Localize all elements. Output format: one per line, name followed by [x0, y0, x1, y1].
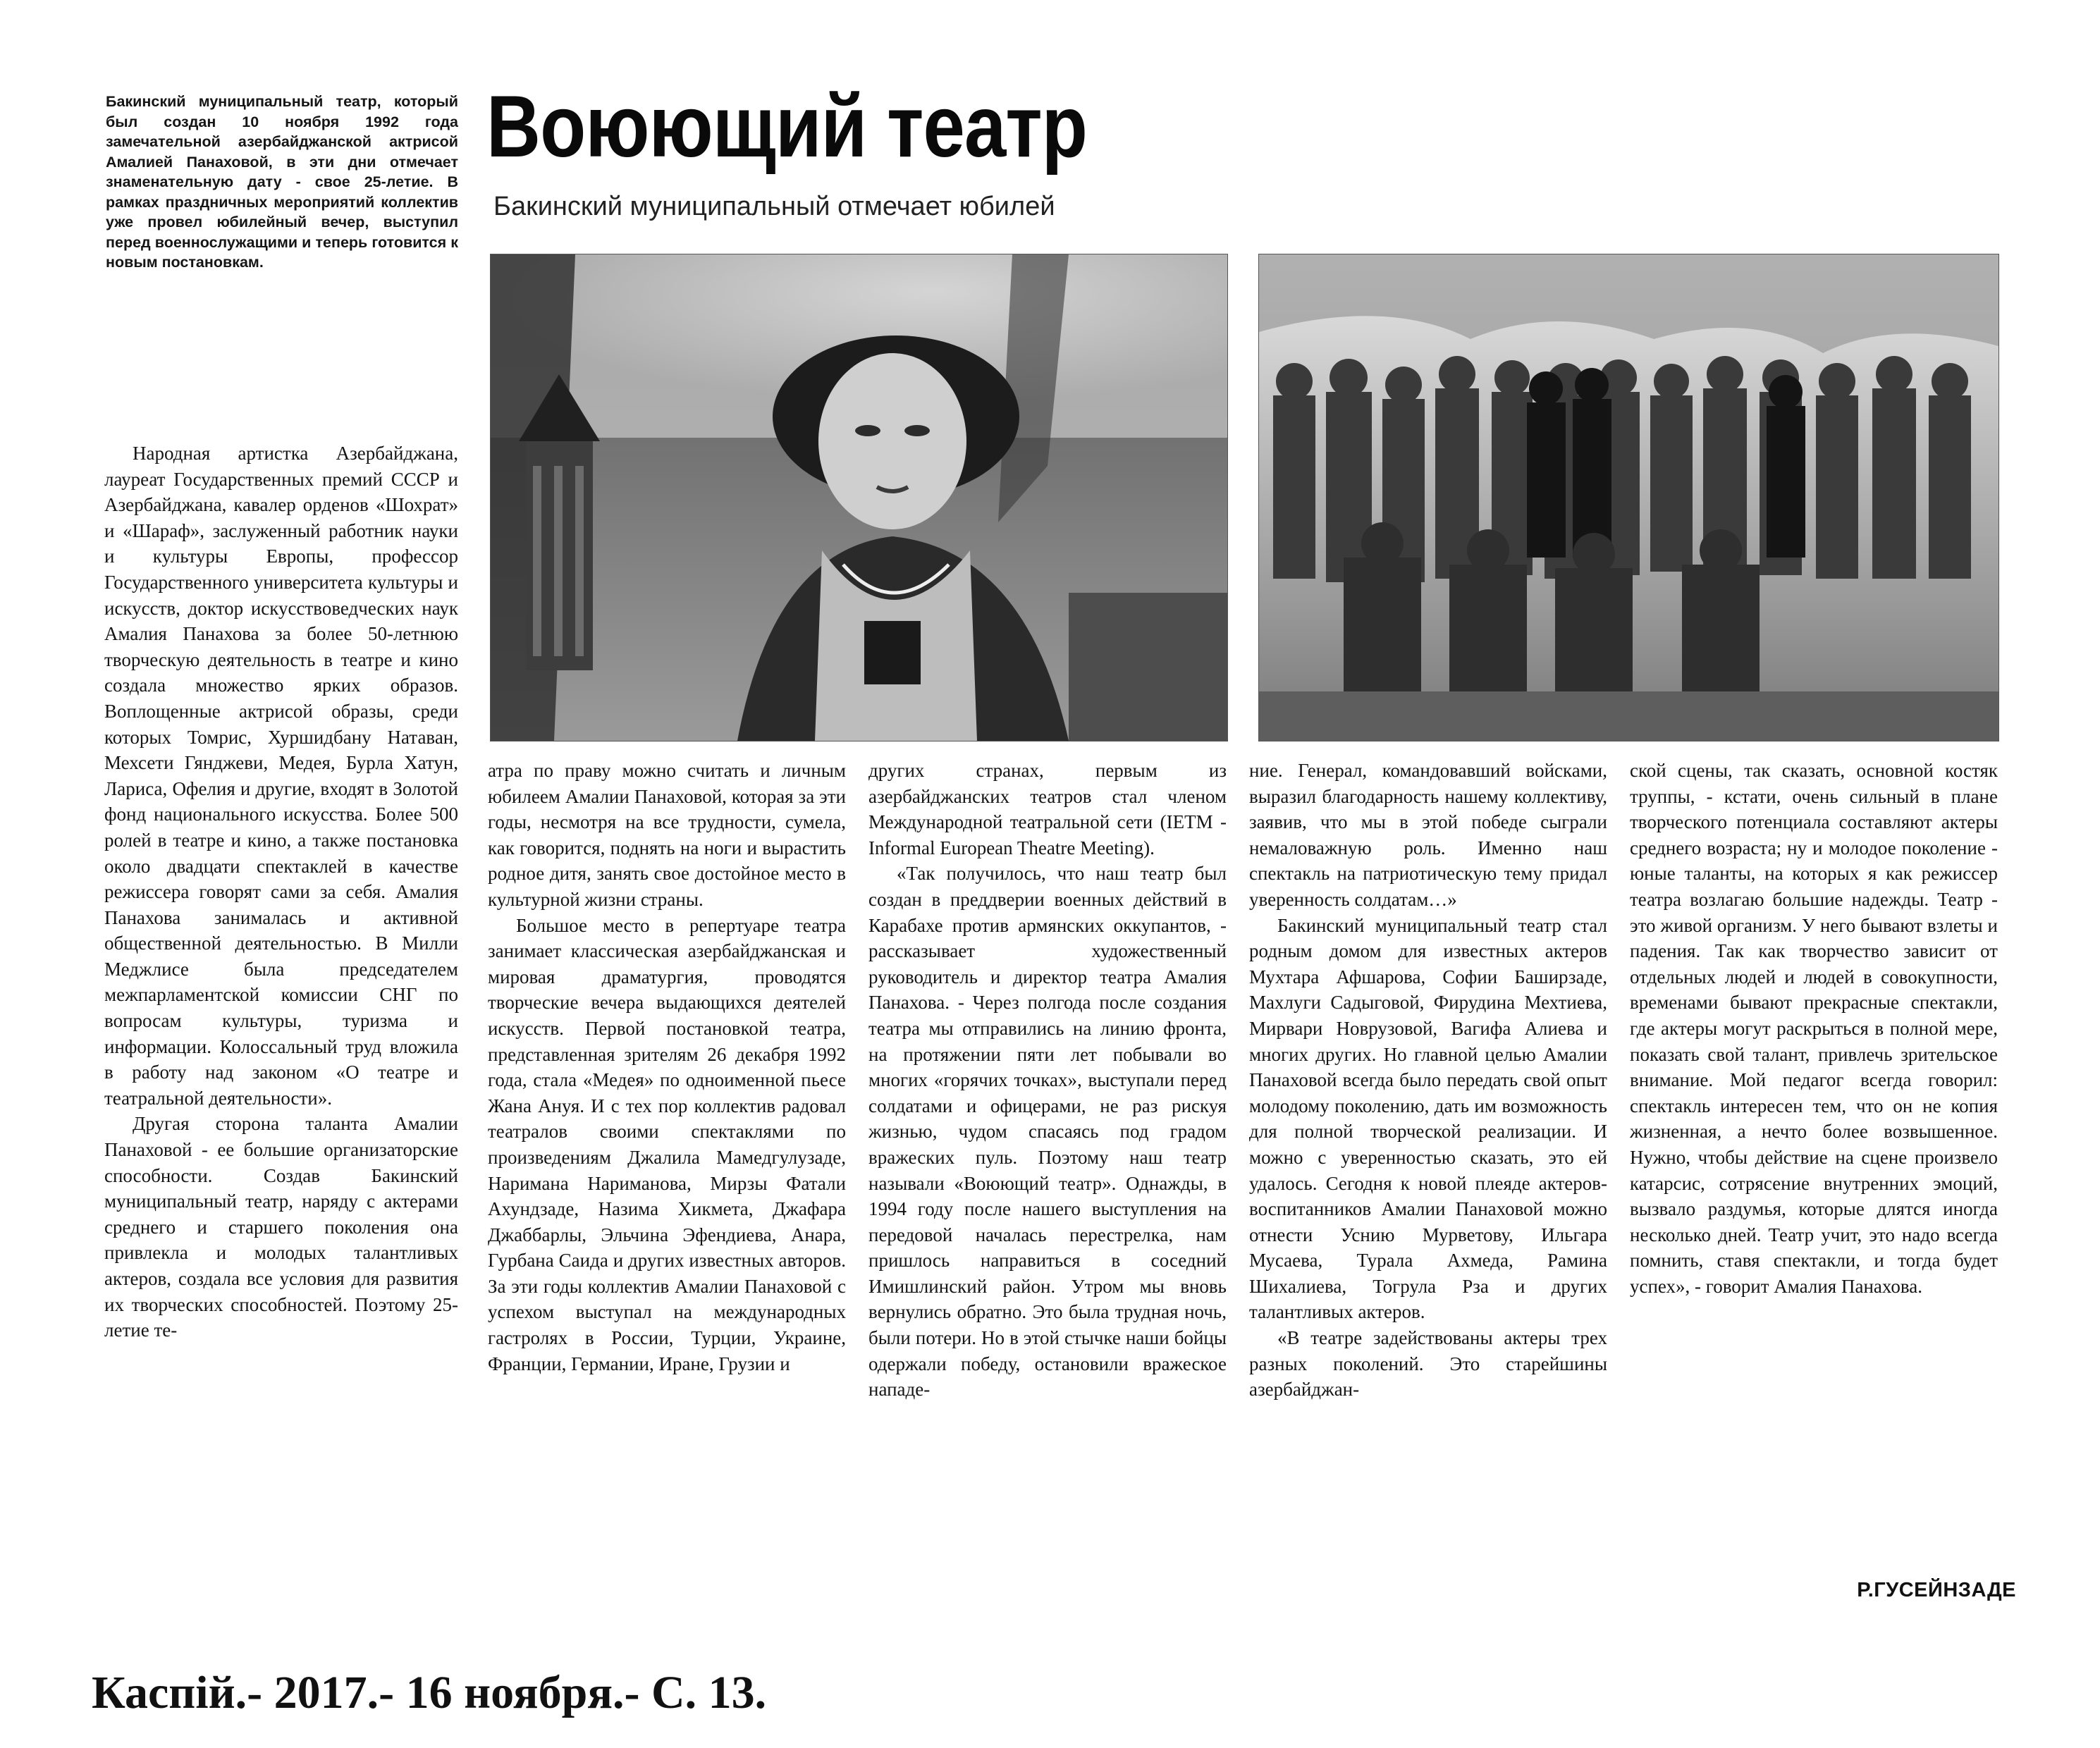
column-1-paragraph-1: Народная артистка Азербайджана, лауреат Государственных премий СССР и Азербайджана, кавалер орденов «Шохрат» и «Шараф», заслуженный работник науки и культуры Европы, профессор Государственного университета культуры и искусств, доктор искусствоведческих наук Амалия Панахова за более 50-летнюю творческую деятельность в театре и кино создала множество ярких образов. Воплощенные актрисой образы, среди которых Томрис, Хуршидбану Натаван, Мехсети Гянджеви, Медея, Бурла Хатун, Лариса, Офелия и другие, входят в Золотой фонд национального искусства. Более 500 ролей в театре и кино, а также постановка около двадцати спектаклей в качестве режиссера говорят сами за себя. Амалия Панахова занималась и активной общественной деятельностью. В Милли Меджлисе была председателем межпарламентской комиссии СНГ по вопросам культуры, туризма и информации. Колоссальный труд вложила в работу над законом «О театре и театральной деятельности». [104, 443, 458, 1109]
subheadline: Бакинский муниципальный отмечает юбилей [493, 192, 1055, 221]
column-2-paragraph-1: атра по праву можно считать и личным юбилеем Амалии Панаховой, которая за эти годы, несмотря на все трудности, сумела, как говорится, поднять на ноги и вырастить родное дитя, занять свое достойное место в культурной жизни страны. [488, 760, 846, 910]
article-column-1 [104, 441, 458, 1343]
column-4-paragraph-2: Бакинский муниципальный театр стал родным домом для известных актеров Мухтара Афшарова, Софии Баширзаде, Махлуги Садыговой, Фирудина Мехтиева, Мирвари Новрузовой, Вагифа Алиева и многих других. Но главной целью Амалии Панаховой всегда было передать свой опыт молодому поколению, дать им возможность для полной творческой реализации. И можно с уверенностью сказать, это ей удалось. Сегодня к новой плеяде актеров-воспитанников Амалии Панаховой можно отнести Уснию Мурветову, Ильгара Мусаева, Турала Ахмеда, Рамина Шихалиева, Тогрула Рза и других талантливых актеров. [1249, 914, 1607, 1323]
column-2-paragraph-2: Большое место в репертуаре театра занимает классическая азербайджанская и мировая драматургия, проводятся творческие вечера выдающихся деятелей искусств. Первой постановкой театра, представленная зрителям 26 декабря 1992 года, стала «Медея» по одноименной пьесе Жана Ануя. И с тех пор коллектив радовал театралов своими спектаклями по произведениям Джалила Мамедгулузаде, Наримана Нариманова, Мирзы Фатали Ахундзаде, Назима Хикмета, Джафара Джаббарлы, Эльчина Эфендиева, Анара, Гурбана Саида и других известных авторов. За эти годы коллектив Амалии Панаховой с успехом выступал на международных гастролях в России, Турции, Украине, Франции, Германии, Иране, Грузии и [488, 914, 846, 1374]
article-column-2 [488, 758, 846, 1377]
portrait-photo-graphic [491, 254, 1227, 741]
column-3-paragraph-1: других странах, первым из азербайджанских театров стал членом Международной театральной сети (IETM - Informal European Theatre Meeting). [868, 760, 1227, 858]
column-4-paragraph-3: «В театре задействованы актеры трех разных поколений. Это старейшины азербайджан- [1249, 1327, 1607, 1401]
article-column-5 [1630, 758, 1998, 1299]
portrait-photo [490, 254, 1228, 741]
column-4-paragraph-1: ние. Генерал, командовавший войсками, выразил благодарность нашему коллективу, заявив, что мы в этой победе сыграли немаловажную роль. Именно наш спектакль на патриотическую тему придал уверенность солдатам…» [1249, 760, 1607, 910]
article-column-3 [868, 758, 1227, 1403]
group-photo [1258, 254, 1999, 741]
column-5-paragraph-1: ской сцены, так сказать, основной костяк труппы, - кстати, очень сильный в плане творческого потенциала составляют актеры среднего возраста; ну и молодое поколение - юные таланты, на которых я как режиссер театра возлагаю большие надежды. Театр - это живой организм. У него бывают взлеты и падения. Так как творчество зависит от отдельных людей и людей в совокупности, временами бывают прекрасные спектакли, где актеры могут раскрыться в полной мере, показать свой талант, привлечь зрительское внимание. Мой педагог всегда говорил: спектакль интересен тем, что он не копия жизненная, а нечто более возвышенное. Нужно, чтобы действие на сцене произвело катарсис, сотрясение внутренних эмоций, вызвало раздумья, которые длятся иногда несколько дней. Театр учит, это надо всегда помнить, ставя спектакли, и тогда будет успех», - говорит Амалия Панахова. [1630, 760, 1998, 1297]
headline: Воюющий театр [486, 78, 1088, 176]
lead-paragraph: Бакинский муниципальный театр, который был создан 10 ноября 1992 года замечательной азербайджанской актрисой Амалией Панаховой, в эти дни отмечает знаменательную дату - свое 25-летие. В рамках праздничных мероприятий коллектив уже провел юбилейный вечер, выступил перед военнослужащими и теперь готовится к новым постановкам. [106, 93, 458, 271]
article-column-4 [1249, 758, 1607, 1403]
author-byline: Р.ГУСЕЙНЗАДЕ [1857, 1579, 2016, 1601]
group-photo-graphic [1259, 254, 1998, 741]
column-1-paragraph-2: Другая сторона таланта Амалии Панаховой - ее большие организаторские способности. Создав Бакинский муниципальный театр, наряду с актерами среднего и старшего поколения она привлекла и молодых талантливых актеров, создала все условия для развития их творческих способностей. Поэтому 25-летие те- [104, 1113, 458, 1341]
source-citation: Каспій.- 2017.- 16 ноября.- С. 13. [92, 1667, 767, 1718]
column-3-paragraph-2: «Так получилось, что наш театр был создан в преддверии военных действий в Карабахе против армянских оккупантов, - рассказывает художественный руководитель и директор театра Амалия Панахова. - Через полгода после создания театра мы отправились на линию фронта, на протяжении пяти лет побывали во многих «горячих точках», выступали перед солдатами и офицерами, не раз рискуя жизнью, чудом спасаясь под градом вражеских пуль. Поэтому наш театр называли «Воюющий театр». Однажды, в 1994 году после нашего выступления на передовой началась перестрелка, нам пришлось направиться в соседний Имишлинский район. Утром мы вновь вернулись обратно. Это была трудная ночь, были потери. Но в этой стычке наши бойцы одержали победу, остановили вражеское нападе- [868, 863, 1227, 1401]
